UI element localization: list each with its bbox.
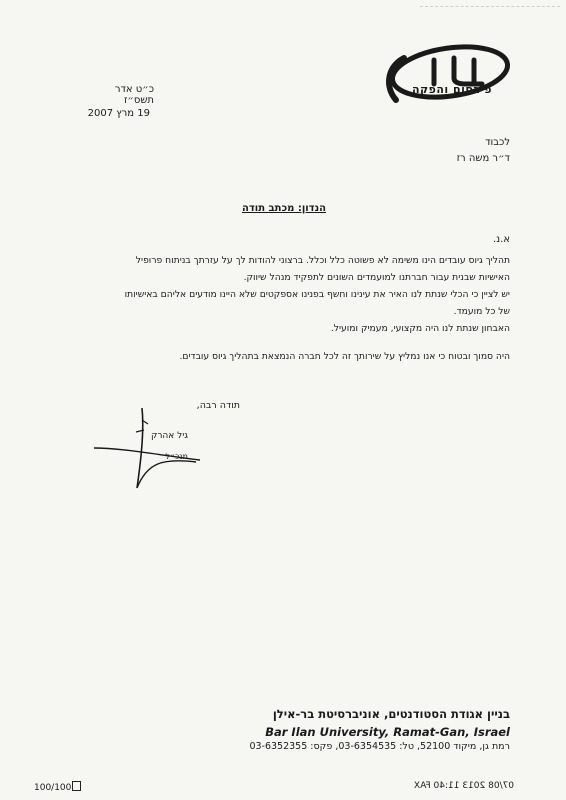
gregorian-date: 19 מרץ 2007 [87, 108, 150, 119]
fax-icon [72, 781, 81, 791]
logo-subtitle: פירסום והפקה [411, 83, 492, 96]
recipient-greeting: לכבוד [485, 137, 510, 148]
fax-page-counter-text: 100/100 [34, 783, 72, 793]
signer-name: גיל אהרק [150, 431, 188, 441]
recipient-name: ד״ר משה רז [456, 153, 510, 164]
letter-subject: הנדון: מכתב תודה [242, 203, 326, 214]
letter-body [120, 252, 510, 337]
body-paragraph: תהליך גיוס עובדים הינו משימה לא פשוטה כלל וכלל. ברצוני להודות לך על עזרתך בניתוח פרופיל האישיות שבנית עבור חברתנו למועמדים השונים לתפקיד מנהל שיווק. [135, 255, 510, 283]
signer-title: מנכ״ל [165, 452, 188, 461]
fax-timestamp: 07/08 2013 11:40 FAX [414, 781, 515, 791]
fax-page-counter [34, 781, 94, 793]
footer-english-address: Bar Ilan University, Ramat-Gan, Israel [265, 725, 510, 739]
footer-contact: רמת גן, מיקוד 52100, טל: 03-6354535, פקס: 03-6352355 [249, 741, 510, 752]
company-logo [374, 38, 516, 120]
sign-off: תודה רבה, [196, 400, 240, 411]
salutation: א.נ. [492, 234, 510, 245]
body-paragraph: יש לציין כי הכלי שנתת לנו האיר את עינינו וחשף בפנינו אספקטים שלא היינו מודעים אליהם באישיותו של כל מועמד. [124, 289, 510, 317]
handwritten-signature [92, 408, 204, 490]
hebrew-date: כ״ט אדר תשס״ז [114, 84, 154, 106]
fax-header-line [420, 6, 560, 17]
body-paragraph: האבחון שנתת לנו היה מקצועי, מעמיק ומועיל. [330, 323, 510, 334]
closing-paragraph: היה סמוך ובטוח כי אנו נמליץ על שירותך זה לכל חברה הנמצאת בתהליך גיוס עובדים. [179, 351, 510, 362]
footer-hebrew-address: בניין אגודת הסטודנטים, אוניברסיטת בר-אילן [272, 707, 510, 721]
